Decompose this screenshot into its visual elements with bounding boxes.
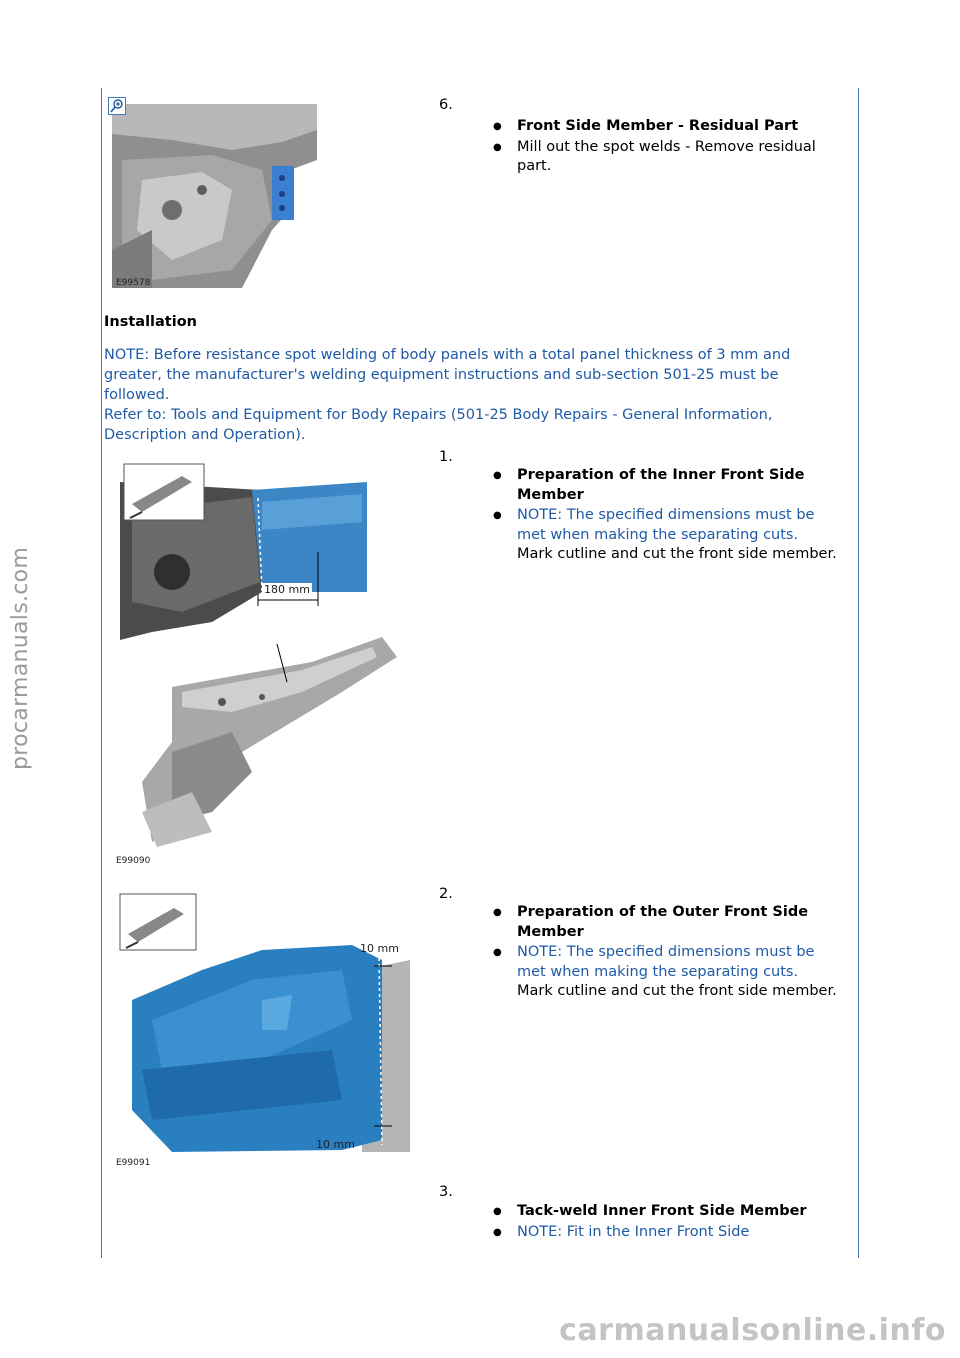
figure-dimension-bottom: 10 mm	[316, 1138, 355, 1151]
step-1-list	[490, 466, 840, 566]
figure-inner-side-member[interactable]	[112, 452, 410, 870]
installation-note	[104, 345, 844, 445]
magnify-plus-icon[interactable]	[108, 97, 126, 115]
step-3-list	[490, 1202, 840, 1243]
installation-heading: Installation	[104, 314, 197, 330]
step-number-1: 1.	[439, 449, 453, 465]
left-frame-line	[101, 88, 102, 1258]
step-3-note: ● NOTE: Fit in the Inner Front Side	[490, 1223, 840, 1243]
link-tools-equipment[interactable]: Tools and Equipment for Body Repairs	[171, 407, 447, 423]
step-6-item: ● Mill out the spot welds - Remove residual part.	[490, 138, 840, 177]
figure-outer-side-member[interactable]	[112, 890, 410, 1172]
step-2-note: ● NOTE: The specified dimensions must be met when making the separating cuts. Mark cutline and cut the front side member.	[490, 943, 840, 1002]
figure-dimension-180: 180 mm	[264, 583, 310, 596]
refer-prefix: Refer to:	[104, 407, 171, 423]
figure-label-e99578: E99578	[116, 278, 151, 288]
step-number-3: 3.	[439, 1184, 453, 1200]
refer-suffix: (501-25 Body Repairs - General Information, Description and Operation).	[104, 407, 773, 443]
figure-residual-part[interactable]	[112, 100, 322, 292]
step-3-title: ● Tack-weld Inner Front Side Member	[490, 1202, 840, 1222]
step-number-6: 6.	[439, 97, 453, 113]
step-6-title: ● Front Side Member - Residual Part	[490, 117, 840, 137]
figure-label-e99091: E99091	[116, 1158, 151, 1168]
figure-dimension-top: 10 mm	[360, 942, 399, 955]
step-6-list	[490, 117, 840, 178]
step-2-list	[490, 903, 840, 1003]
right-frame-line	[858, 88, 859, 1258]
outer-side-member-illustration	[112, 890, 410, 1172]
step-2-title: ● Preparation of the Outer Front Side Member	[490, 903, 840, 942]
footer-watermark: carmanualsonline.info	[559, 1313, 946, 1348]
inner-side-member-illustration	[112, 452, 410, 870]
installation-note-text: NOTE: Before resistance spot welding of body panels with a total panel thickness of 3 mm and greater, the manufacturer's welding equipment instructions and sub-section 501-25 must be followed.	[104, 347, 791, 403]
figure-label-e99090: E99090	[116, 856, 151, 866]
step-1-title: ● Preparation of the Inner Front Side Member	[490, 466, 840, 505]
step-1-note: ● NOTE: The specified dimensions must be met when making the separating cuts. Mark cutline and cut the front side member.	[490, 506, 840, 565]
side-watermark: procarmanuals.com	[8, 546, 33, 770]
residual-part-illustration	[112, 100, 322, 292]
step-number-2: 2.	[439, 886, 453, 902]
